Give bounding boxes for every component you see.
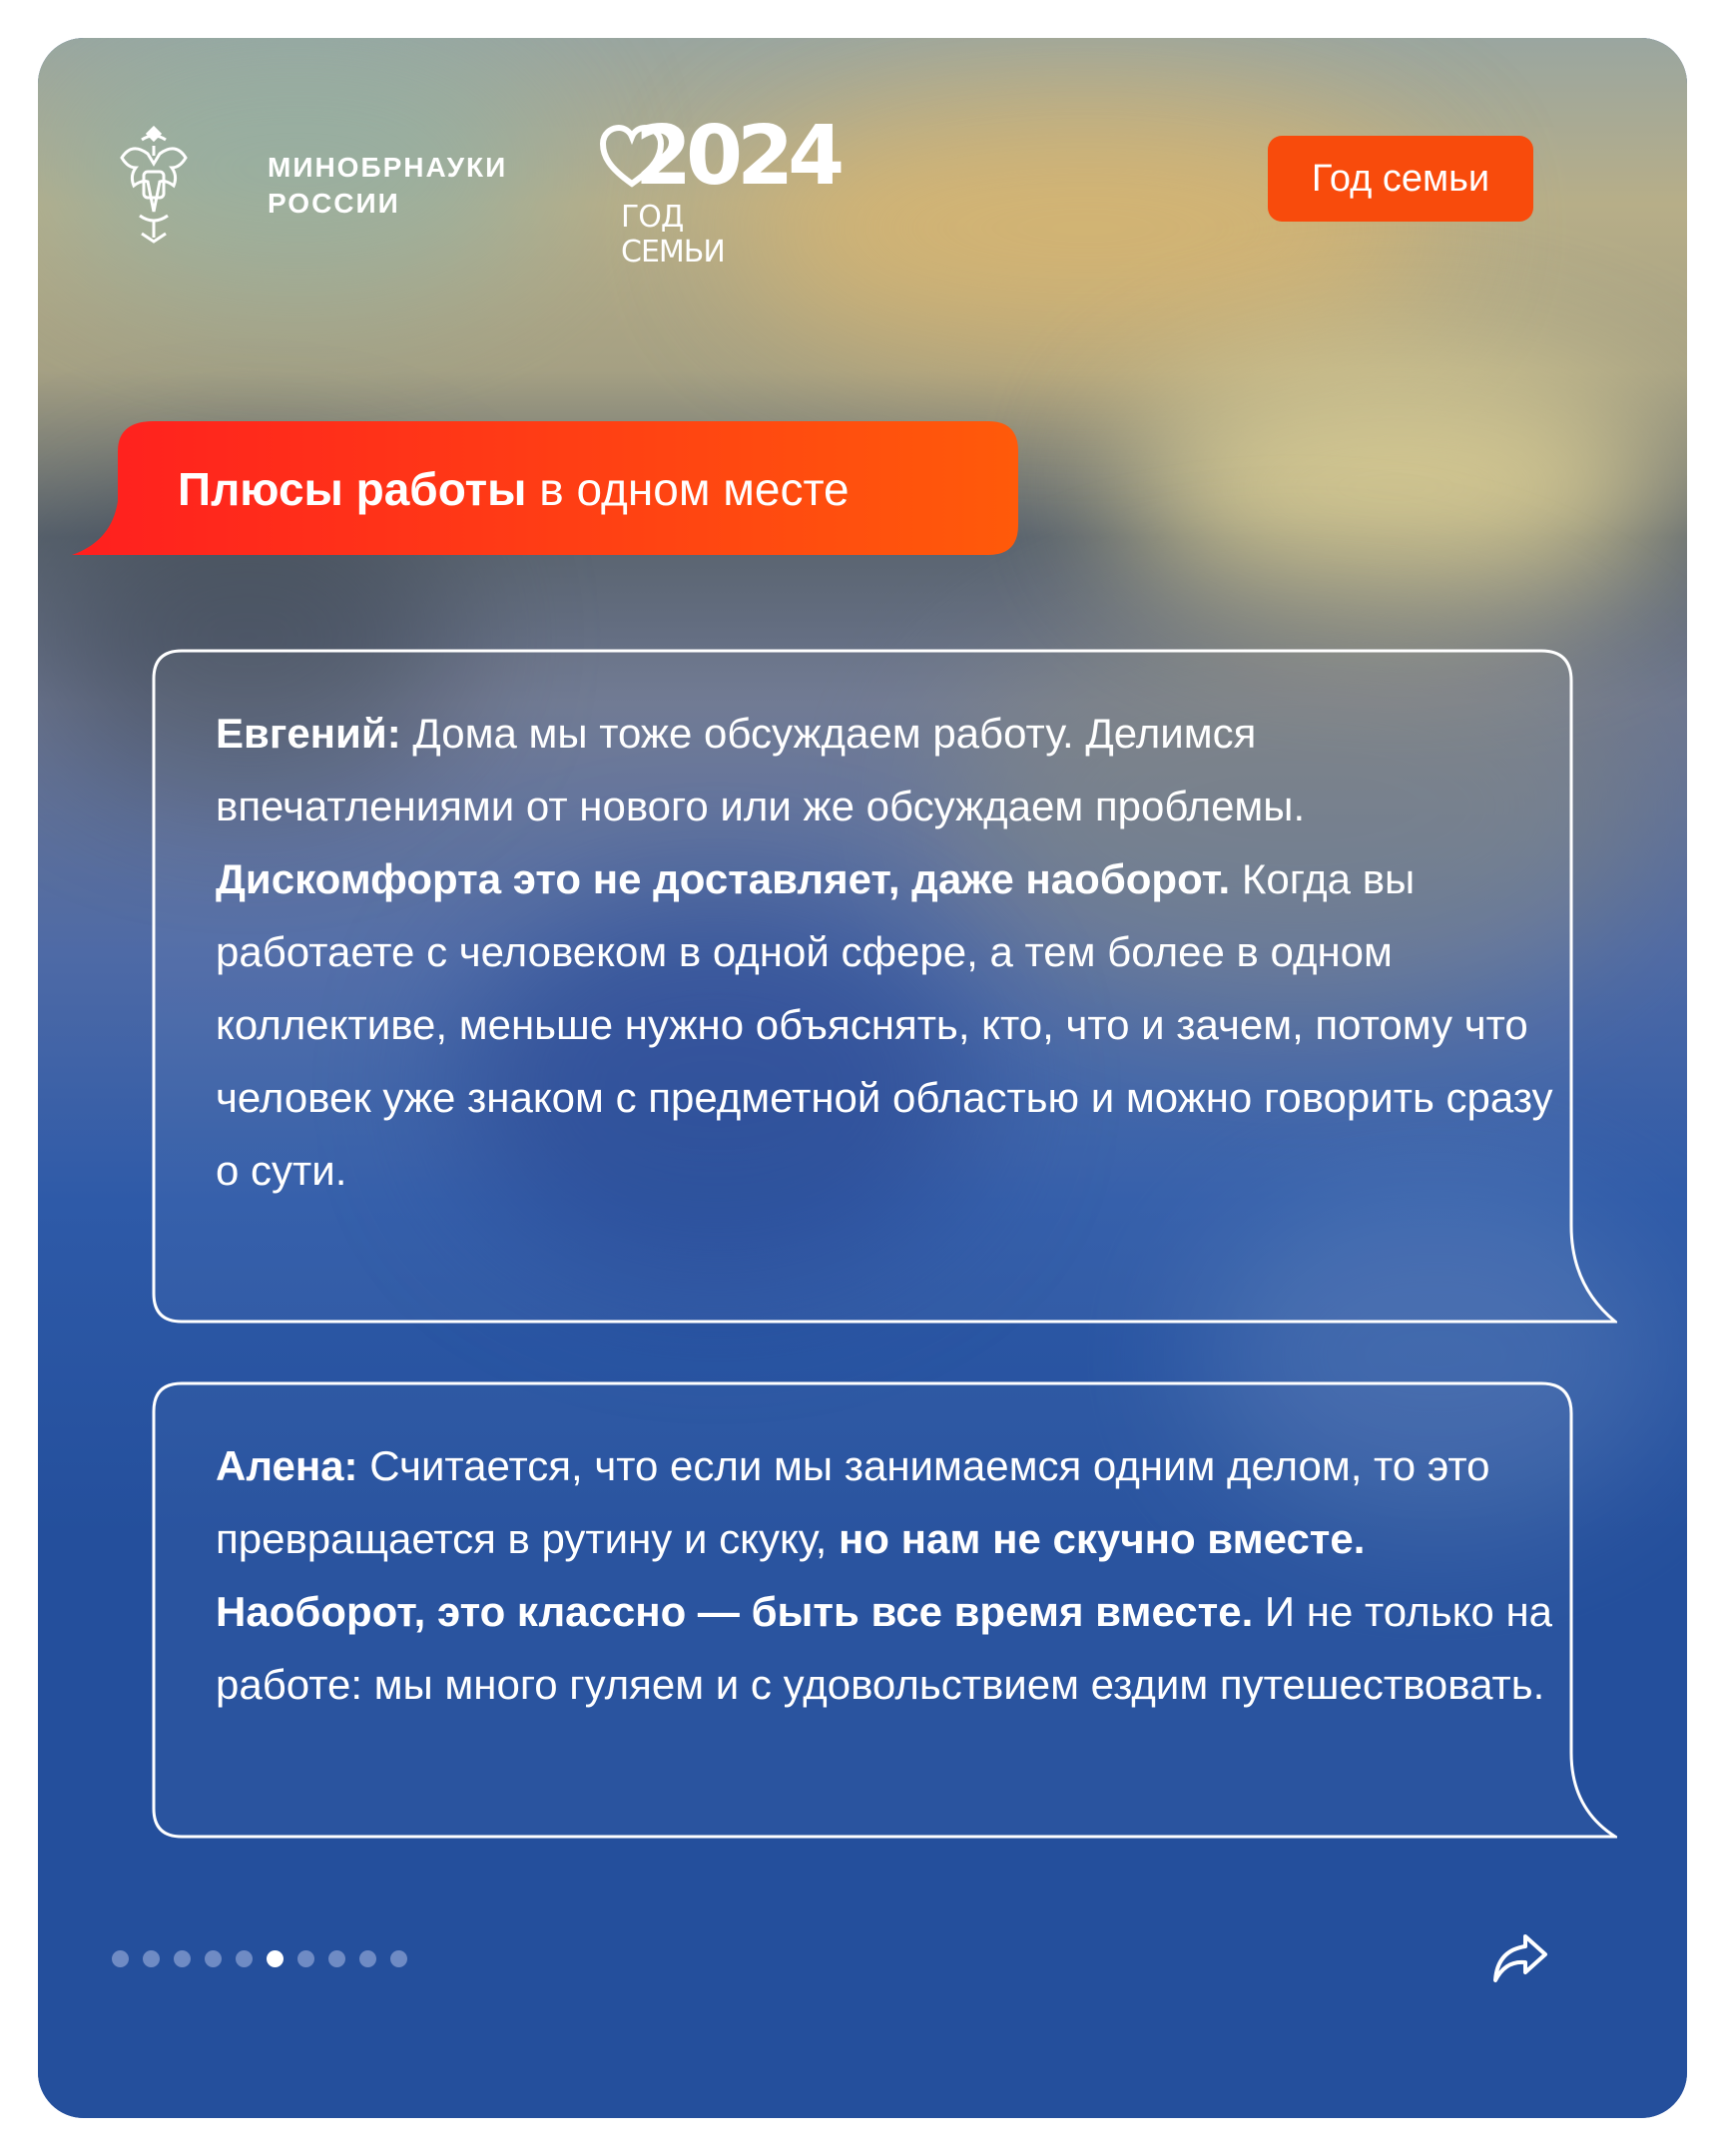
pagination-dot[interactable] xyxy=(390,1950,407,1967)
quote-1-text-after: Когда вы работаете с человеком в одной сфере, а тем более в одном коллективе, меньше нужно объяснять, кто, что и зачем, потому что человек уже знаком с предметной областью и можно говорить сразу о сути. xyxy=(216,855,1553,1194)
year-subtitle: ГОД СЕМЬИ xyxy=(621,200,725,270)
quote-2-emphasis: но нам не скучно вместе. Наоборот, это классно — быть все время вместе. xyxy=(216,1515,1366,1635)
quote-1-text xyxy=(216,697,1553,1207)
pagination-dot[interactable] xyxy=(267,1950,284,1967)
ministry-logo-text xyxy=(268,150,507,222)
year-of-family-badge[interactable]: Год семьи xyxy=(1268,136,1533,222)
pagination-dot[interactable] xyxy=(174,1950,191,1967)
year-of-family-logo xyxy=(599,109,840,270)
page-title xyxy=(178,461,850,517)
pagination-dot[interactable] xyxy=(359,1950,376,1967)
quote-2-text xyxy=(216,1429,1553,1721)
pagination-dot[interactable] xyxy=(112,1950,129,1967)
pagination-dot[interactable] xyxy=(328,1950,345,1967)
quote-1-speaker: Евгений: xyxy=(216,710,401,757)
page-title-rest: в одном месте xyxy=(526,463,850,515)
quote-1-emphasis: Дискомфорта это не доставляет, даже наоборот. xyxy=(216,855,1231,902)
quote-1-text-before: Дома мы тоже обсуждаем работу. Делимся впечатлениями от нового или же обсуждаем проблемы. xyxy=(216,710,1306,829)
pagination-dot[interactable] xyxy=(236,1950,253,1967)
ministry-line-1: МИНОБРНАУКИ xyxy=(268,152,508,183)
page-title-bold: Плюсы работы xyxy=(178,463,527,515)
quote-2-text-after: И не только на работе: мы много гуляем и с удовольствием ездим путешествовать. xyxy=(216,1588,1552,1708)
quote-2-speaker: Алена: xyxy=(216,1442,358,1489)
share-arrow-icon[interactable] xyxy=(1491,1932,1549,1984)
pagination-dots xyxy=(112,1950,407,1970)
pagination-dot[interactable] xyxy=(297,1950,314,1967)
header xyxy=(0,0,1725,299)
pagination-dot[interactable] xyxy=(205,1950,222,1967)
year-number: 2024 xyxy=(635,109,840,204)
ministry-line-2: РОССИИ xyxy=(268,188,400,219)
pagination-dot[interactable] xyxy=(143,1950,160,1967)
quote-2-text-before: Считается, что если мы занимаемся одним делом, то это превращается в рутину и скуку, xyxy=(216,1442,1490,1562)
double-headed-eagle-emblem-icon xyxy=(112,118,196,248)
